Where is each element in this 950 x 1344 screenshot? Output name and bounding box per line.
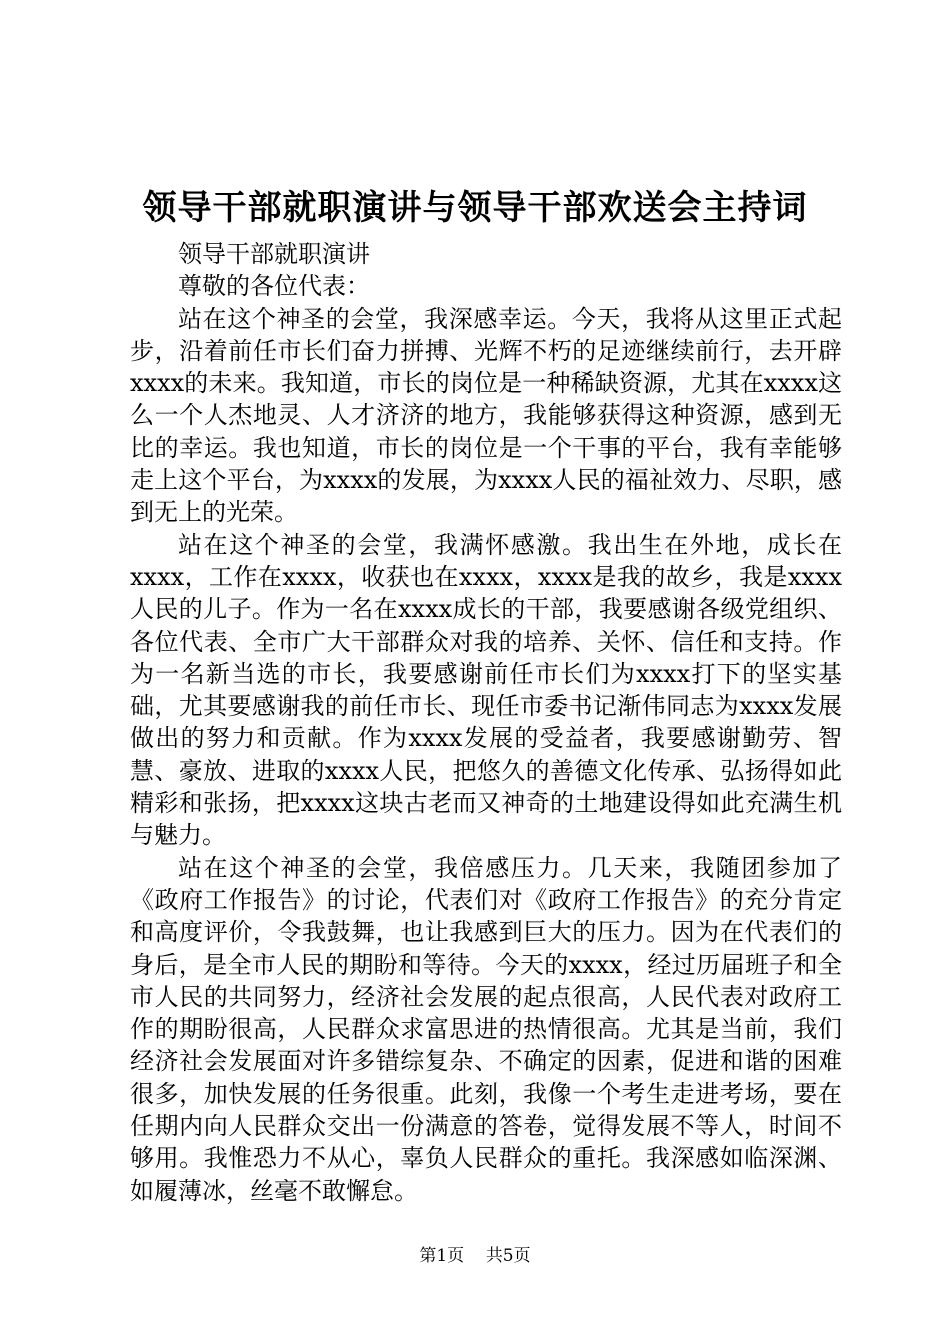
salutation: 尊敬的各位代表：	[178, 272, 370, 301]
page-number: 第1页	[419, 1246, 465, 1266]
page-total: 共5页	[485, 1246, 531, 1266]
document-body	[130, 238, 842, 1207]
paragraph-2: 站在这个神圣的会堂，我满怀感激。我出生在外地，成长在xxxx，工作在xxxx，收获也在xxxx，xxxx是我的故乡，我是xxxx人民的儿子。作为一名在xxxx成长的干部，我要感谢各级党组织、各位代表、全市广大干部群众对我的培养、关怀、信任和支持。作为一名新当选的市长，我要感谢前任市长们为xxxx打下的坚实基础，尤其要感谢我的前任市长、现任市委书记渐伟同志为xxxx发展做出的努力和贡献。作为xxxx发展的受益者，我要感谢勤劳、智慧、豪放、进取的xxxx人民，把悠久的善德文化传承、弘扬得如此精彩和张扬，把xxxx这块古老而又神奇的土地建设得如此充满生机与魅力。	[130, 530, 842, 850]
paragraph-1: 站在这个神圣的会堂，我深感幸运。今天，我将从这里正式起步，沿着前任市长们奋力拼搏、光辉不朽的足迹继续前行，去开辟xxxx的未来。我知道，市长的岗位是一种稀缺资源，尤其在xxxx这么一个人杰地灵、人才济济的地方，我能够获得这种资源，感到无比的幸运。我也知道，市长的岗位是一个干事的平台，我有幸能够走上这个平台，为xxxx的发展，为xxxx人民的福祉效力、尽职，感到无上的光荣。	[130, 304, 842, 527]
document-title: 领导干部就职演讲与领导干部欢送会主持词	[142, 188, 808, 228]
paragraph-3: 站在这个神圣的会堂，我倍感压力。几天来，我随团参加了《政府工作报告》的讨论，代表们对《政府工作报告》的充分肯定和高度评价，令我鼓舞，也让我感到巨大的压力。因为在代表们的身后，是全市人民的期盼和等待。今天的xxxx，经过历届班子和全市人民的共同努力，经济社会发展的起点很高，人民代表对政府工作的期盼很高，人民群众求富思进的热情很高。尤其是当前，我们经济社会发展面对许多错综复杂、不确定的因素，促进和谐的困难很多，加快发展的任务很重。此刻，我像一个考生走进考场，要在任期内向人民群众交出一份满意的答卷，觉得发展不等人，时间不够用。我惟恐力不从心，辜负人民群众的重托。我深感如临深渊、如履薄冰，丝毫不敢懈怠。	[130, 853, 842, 1205]
subheading: 领导干部就职演讲	[178, 240, 370, 268]
page-footer	[0, 1244, 950, 1268]
